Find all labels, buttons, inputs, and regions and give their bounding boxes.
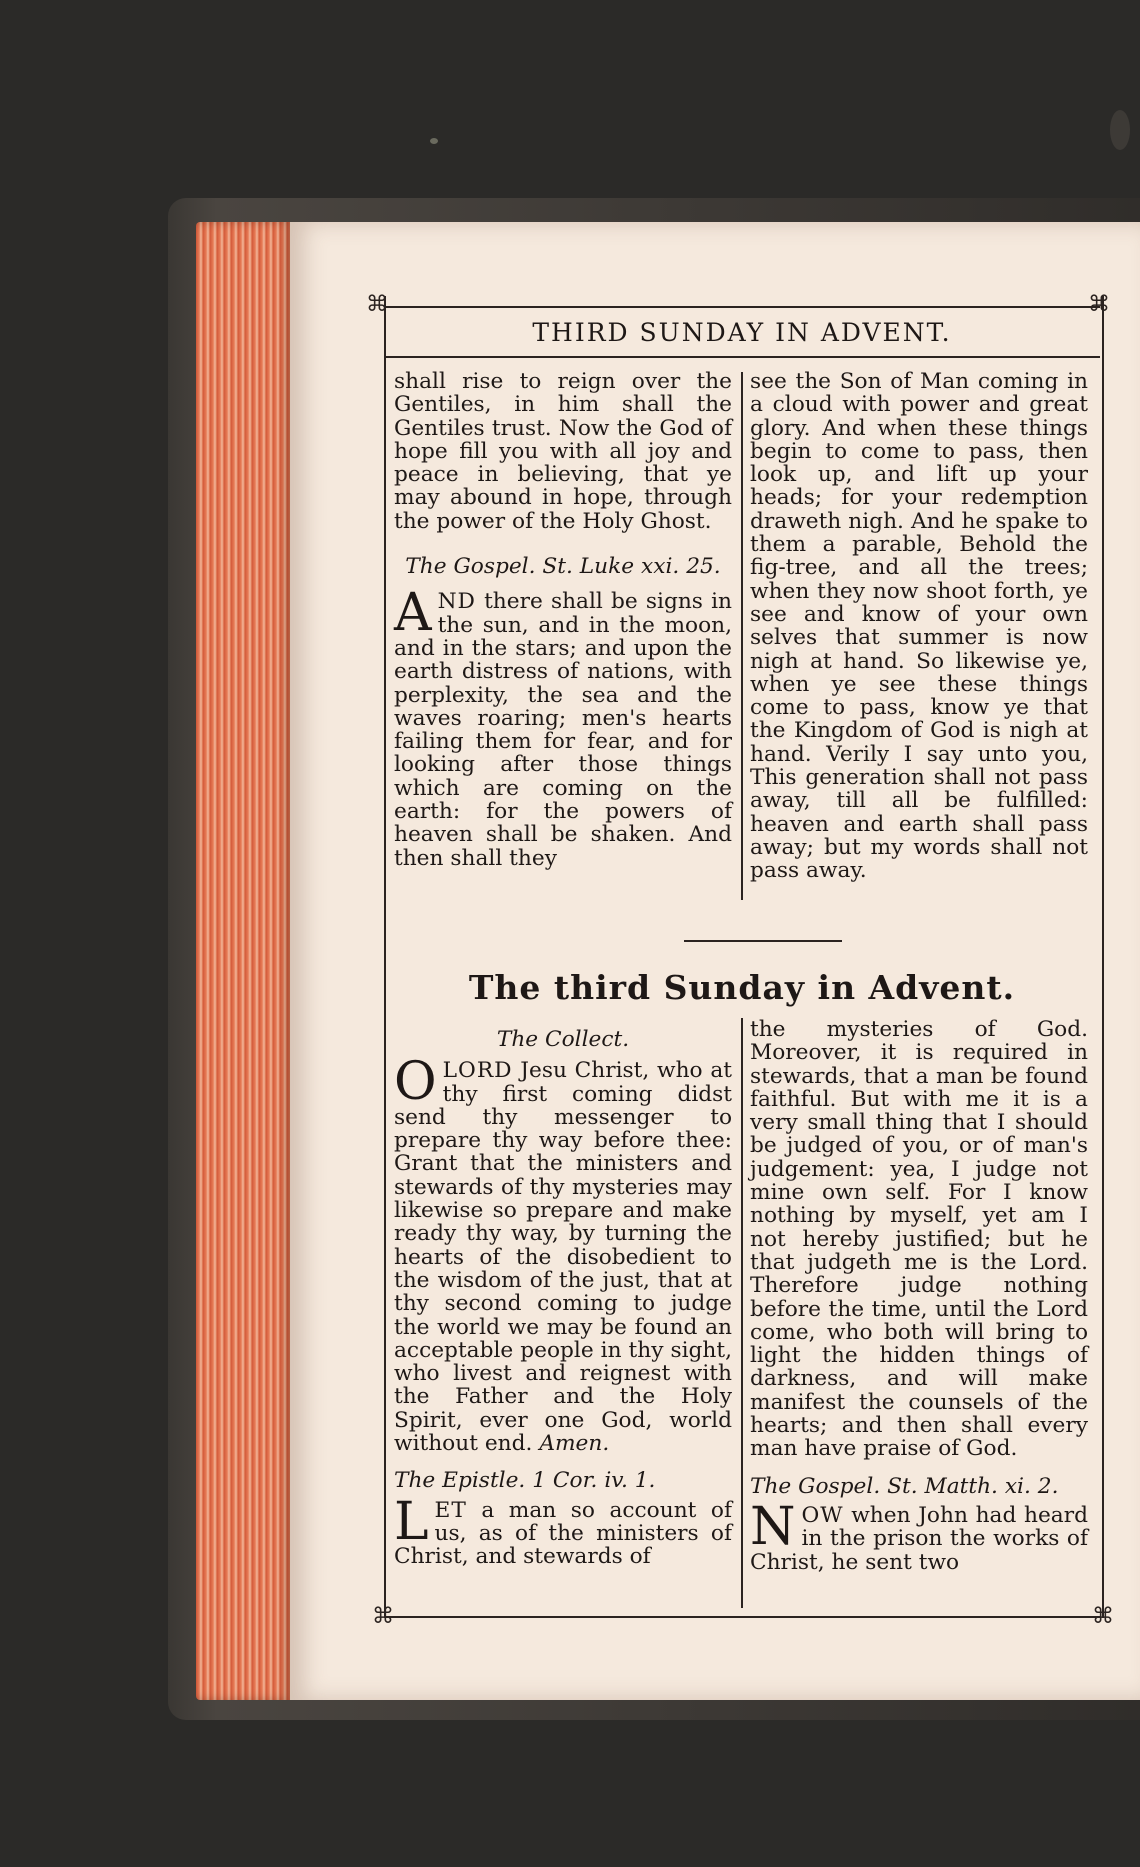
gospel-heading-ref: St. Luke xxi. 25. [542, 554, 721, 580]
collect-text [394, 1052, 732, 1457]
epistle-heading-label: The Epistle. [394, 1468, 526, 1494]
corner-ornament-icon: ⌘ [1088, 292, 1110, 317]
drop-cap: O [394, 1052, 437, 1113]
gospel-heading-lower [750, 1475, 1088, 1498]
gospel-continuation: see the Son of Man coming in a cloud with power and great glory. And when these things begin to come to pass, then look up, and lift up your heads; for your redemption draweth nigh. And he spake to them a parable, Behold the fig-tree, and all the trees; when they now shoot forth, ye see and know of your own selves that summer is now nigh at hand. So likewise ye, when ye see these things come to pass, know ye that the Kingdom of God is nigh at hand. Verily I say unto you, This generation shall not pass away, till all be fulfilled: heaven and earth shall pass away; but my words shall not pass away. [750, 369, 1088, 884]
epistle-heading [394, 1469, 732, 1492]
bottom-rule [384, 1616, 1100, 1618]
column-upper-right [750, 370, 1088, 883]
column-rule-upper [741, 372, 743, 900]
epistle-text-body: a man so account of us, as of the ministers of Christ, and stewards of [394, 1497, 732, 1570]
corner-ornament-icon: ⌘ [1092, 1604, 1114, 1629]
column-rule-lower [741, 1018, 743, 1608]
background-speck [430, 138, 438, 144]
gospel-text-body: when John had heard in the prison the works of Christ, he sent two [750, 1502, 1088, 1575]
section-title: The third Sunday in Advent. [468, 968, 1016, 1007]
drop-cap-rest: ET [434, 1497, 467, 1523]
top-rule [384, 306, 1100, 308]
corner-ornament-icon: ⌘ [372, 1604, 394, 1629]
gospel-heading-ref: St. Matth. xi. 2. [887, 1473, 1059, 1499]
gospel-text-body: there shall be signs in the sun, and in the moon, and in the stars; and upon the earth distress of nations, with perplexity, the sea and the waves roaring; men's hearts failing them for fear, and for looking after those things which are coming on the earth: for the powers of heaven shall be shaken. And then shall they [394, 589, 732, 871]
drop-cap-rest: LORD [442, 1058, 513, 1084]
gospel-text-lower [750, 1496, 1088, 1575]
epistle-continuation-lower: the mysteries of God. Moreover, it is required in stewards, that a man be found faithful. But with me it is a very small thing that I should be judged of you, or of man's judgement: yea, I judge not mine own self. For I know nothing by myself, yet am I not hereby justified; but he that judgeth me is the Lord. Therefore judge nothing before the time, until the Lord come, who both will bring to light the hidden things of darkness, and will make manifest the counsels of the hearts; and then shall every man have praise of God. [750, 1017, 1088, 1462]
background-speck [1110, 110, 1130, 150]
gospel-heading-label: The Gospel. [750, 1473, 881, 1499]
column-lower-left [394, 1028, 732, 1569]
drop-cap: L [394, 1491, 429, 1552]
gospel-heading-label: The Gospel. [405, 554, 536, 580]
collect-amen: Amen. [539, 1431, 610, 1457]
head-rule [384, 356, 1100, 358]
epistle-heading-ref: 1 Cor. iv. 1. [532, 1468, 656, 1494]
page-edges [196, 222, 292, 1700]
drop-cap: A [394, 583, 432, 644]
drop-cap-rest: OW [801, 1502, 844, 1528]
drop-cap-rest: ND [437, 589, 476, 615]
collect-heading [394, 1028, 732, 1051]
corner-ornament-icon: ⌘ [366, 292, 388, 317]
section-divider [684, 940, 842, 942]
drop-cap: N [750, 1496, 796, 1557]
column-lower-right [750, 1018, 1088, 1574]
gospel-heading [394, 555, 732, 578]
running-head: THIRD SUNDAY IN ADVENT. [532, 318, 952, 347]
collect-text-body: Jesu Christ, who at thy first coming didst send thy messenger to prepare thy way before thee: Grant that the ministers and stewards of thy mysteries may likewise so prepare and make ready thy way, by turning the hearts of the disobedient to the wisdom of the just, that at thy second coming to judge the world we may be found an acceptable people in thy sight, who livest and reignest with the Father and the Holy Spirit, ever one God, world without end. [394, 1058, 732, 1457]
gospel-text [394, 583, 732, 871]
column-upper-left [394, 370, 732, 870]
epistle-continuation: shall rise to reign over the Gentiles, in him shall the Gentiles trust. Now the God of hope fill you with all joy and peace in believing, that ye may abound in hope, through the power of the Holy Ghost. [394, 369, 732, 534]
epistle-text [394, 1491, 732, 1570]
collect-heading-label: The Collect. [496, 1027, 630, 1052]
